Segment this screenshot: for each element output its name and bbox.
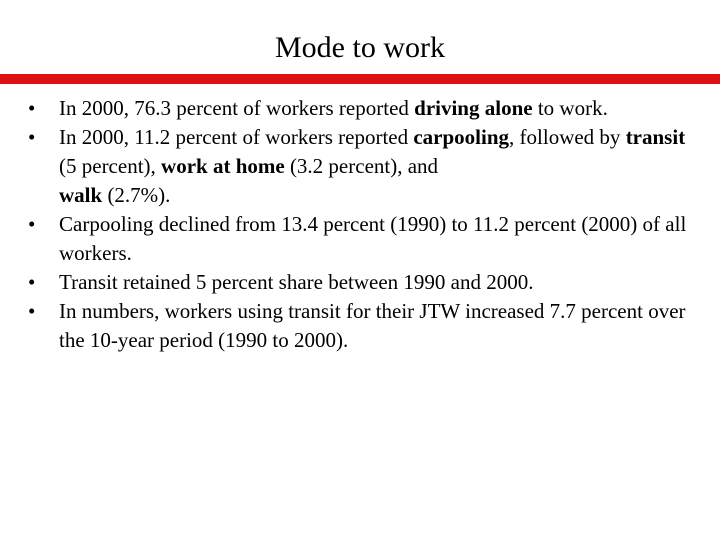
bullet-text: Carpooling declined from 13.4 percent (1990) to 11.2 percent (2000) of all workers.: [59, 212, 687, 265]
bullet-dot-icon: [28, 268, 48, 297]
bullet-text: (3.2 percent), and: [284, 154, 439, 178]
bullet-dot-icon: [28, 297, 48, 326]
bullet-text: Transit retained 5 percent share between 1990 and 2000.: [59, 270, 534, 294]
title-divider: [0, 74, 720, 84]
bullet-text: In 2000, 11.2 percent of workers reported: [59, 125, 414, 149]
bullet-item-transit-share: [28, 268, 698, 297]
bullet-text: (2.7%).: [102, 183, 171, 207]
bullet-dot-icon: [28, 94, 48, 123]
bullet-text: , followed by: [509, 125, 626, 149]
bullet-bold-text: driving alone: [414, 96, 533, 120]
bullet-dot-icon: [28, 210, 48, 239]
bullet-bold-text: work at home: [161, 154, 285, 178]
bullet-text: In 2000, 76.3 percent of workers reported: [59, 96, 415, 120]
bullet-item-carpooling: [28, 123, 698, 210]
bullet-item-transit-numbers: [28, 297, 698, 355]
bullet-text: In numbers, workers using transit for their JTW increased 7.7 percent over the 10-year period (1990 to 2000).: [59, 299, 686, 352]
bullet-text: (5 percent),: [59, 154, 162, 178]
bullet-dot-icon: [28, 123, 48, 152]
slide-title: Mode to work: [275, 31, 445, 64]
bullet-item-carpool-decline: [28, 210, 698, 268]
bullet-list: [28, 94, 698, 355]
bullet-bold-text: walk: [59, 183, 103, 207]
bullet-bold-text: transit: [625, 125, 686, 149]
bullet-bold-text: carpooling: [413, 125, 510, 149]
bullet-text: to work.: [532, 96, 608, 120]
bullet-item-driving-alone: [28, 94, 698, 123]
